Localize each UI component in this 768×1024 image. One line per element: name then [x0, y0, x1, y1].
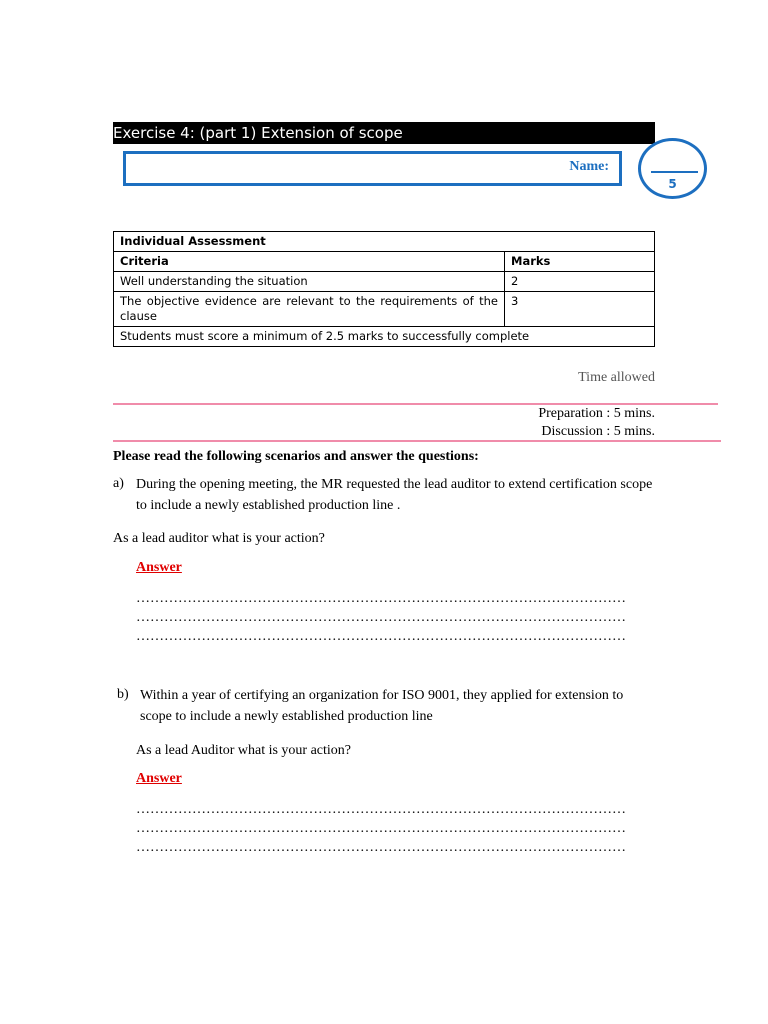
column-header-criteria: Criteria [114, 252, 505, 272]
answer-label: Answer [136, 771, 182, 786]
table-caption: Individual Assessment [114, 232, 655, 252]
question-marker: a) [113, 476, 124, 491]
criteria-cell: The objective evidence are relevant to the requirements of the clause [114, 292, 505, 327]
table-row [114, 272, 655, 292]
assessment-table [113, 231, 655, 347]
preparation-time: Preparation : 5 mins. [538, 406, 655, 421]
name-label: Name: [569, 159, 609, 174]
table-row [114, 292, 655, 327]
question-text: During the opening meeting, the MR requested the lead auditor to extend certification scope to include a newly established production line . [136, 477, 653, 513]
instructions: Please read the following scenarios and answer the questions: [113, 449, 479, 464]
score-badge [638, 138, 707, 199]
divider-line [113, 440, 721, 442]
discussion-time: Discussion : 5 mins. [541, 424, 655, 439]
answer-label: Answer [136, 560, 182, 575]
exercise-title: Exercise 4: (part 1) Extension of scope [113, 122, 655, 144]
time-allowed-heading: Time allowed [578, 370, 655, 385]
name-field[interactable] [123, 151, 622, 186]
answer-dot-line: …………………………………………………………………………………………… [136, 840, 626, 855]
table-footer-note: Students must score a minimum of 2.5 marks to successfully complete [114, 327, 655, 347]
answer-dot-line: …………………………………………………………………………………………… [136, 629, 626, 644]
score-total: 5 [668, 177, 677, 191]
table-row [114, 252, 655, 272]
answer-dot-line: …………………………………………………………………………………………… [136, 591, 626, 606]
column-header-marks: Marks [505, 252, 655, 272]
answer-dot-line: …………………………………………………………………………………………… [136, 610, 626, 625]
answer-lines[interactable] [136, 589, 650, 646]
question-marker: b) [117, 687, 129, 702]
answer-lines[interactable] [136, 800, 650, 857]
answer-dot-line: …………………………………………………………………………………………… [136, 802, 626, 817]
criteria-cell: Well understanding the situation [114, 272, 505, 292]
question-prompt: As a lead auditor what is your action? [113, 531, 325, 546]
score-blank-line [651, 171, 698, 173]
marks-cell: 2 [505, 272, 655, 292]
answer-dot-line: …………………………………………………………………………………………… [136, 821, 626, 836]
marks-cell: 3 [505, 292, 655, 327]
question-text: Within a year of certifying an organization for ISO 9001, they applied for extension to scope to include a newly established production line [140, 688, 624, 724]
question-prompt: As a lead Auditor what is your action? [136, 743, 352, 758]
table-row [114, 232, 655, 252]
timing-details [538, 405, 655, 441]
table-row [114, 327, 655, 347]
